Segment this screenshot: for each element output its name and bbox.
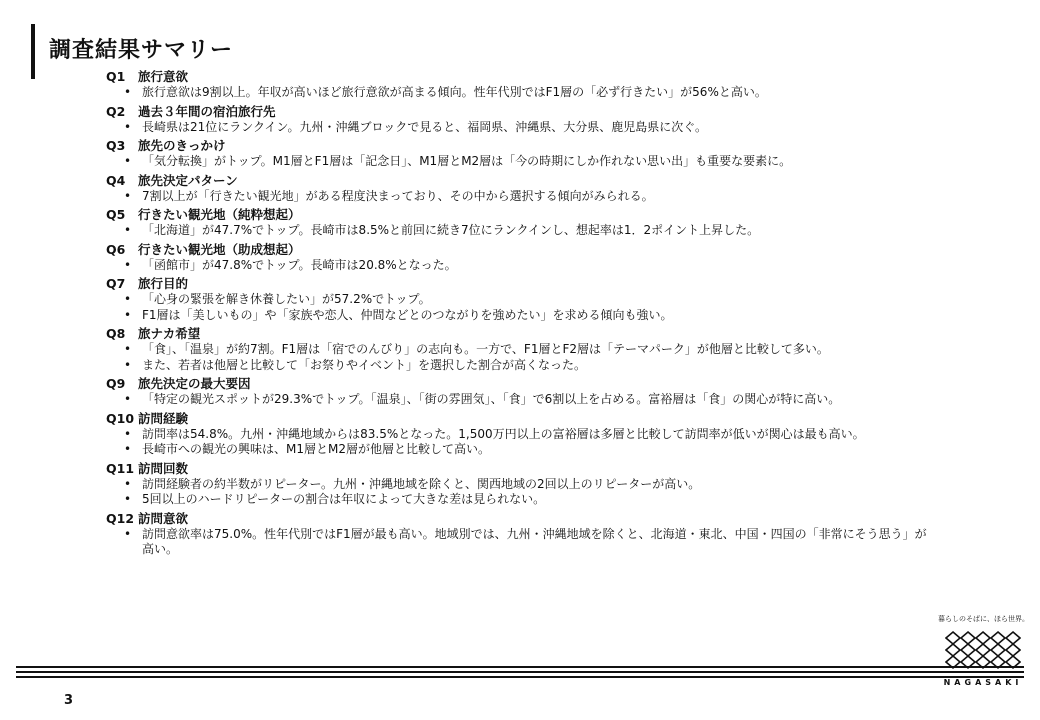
lattice-diamond [976,656,990,668]
lattice-diamond [946,632,960,644]
question-block [106,460,936,508]
question-number: Q6 [106,241,126,257]
answer-bullet: • 「函館市」が47.8%でトップ。長崎市は20.8%となった。 [106,258,936,274]
question-heading [106,325,936,342]
question-title: 訪問意欲 [138,510,189,526]
lattice-diamond [961,632,975,644]
answer-list [106,527,936,558]
question-title: 旅行意欲 [138,69,189,84]
question-block [106,172,936,205]
question-number: Q2 [106,103,126,119]
answer-bullet: • 「気分転換」がトップ。M1層とF1層は「記念日」、M1層とM2層は「今の時期にしか作れない思い出」も重要な要素に。 [106,154,936,170]
lattice-diamond [946,656,960,668]
answer-bullet: • 「心身の緊張を解き休養したい」が57.2%でトップ。 [106,292,936,308]
answer-list [106,427,936,458]
question-block [106,241,936,274]
question-block [106,325,936,373]
lattice-diamond [991,656,1005,668]
question-title: 訪問経験 [138,410,189,426]
lattice-diamond [961,644,975,656]
lattice-diamond [961,656,975,668]
question-number: Q12 [106,510,135,526]
answer-list [106,85,936,101]
question-heading [106,275,936,292]
answer-bullet: • 訪問率は54.8%。九州・沖縄地域からは83.5%となった。1,500万円以上の富裕層は多層と比較して訪問率が低いが関心は最も高い。 [106,427,936,443]
title-accent-bar [31,24,35,79]
answer-bullet: • 訪問意欲率は75.0%。性年代別ではF1層が最も高い。地域別では、九州・沖縄地域を除くと、北海道・東北、中国・四国の「非常にそう思う」が高い。 [106,527,936,558]
answer-list [106,258,936,274]
lattice-diamond [1006,632,1020,644]
question-title: 旅先のきっかけ [138,138,226,153]
answer-list [106,392,936,408]
answer-bullet: • 5回以上のハードリピーターの割合は年収によって大きな差は見られない。 [106,492,936,508]
question-number: Q4 [106,172,126,188]
question-block [106,68,936,101]
question-title: 旅先決定パターン [138,172,238,188]
question-number: Q1 [106,69,126,84]
question-number: Q5 [106,207,126,222]
lattice-diamond [991,632,1005,644]
answer-bullet: • 「北海道」が47.7%でトップ。長崎市は8.5%と前回に続き7位にランクインし、想起率は1．2ポイント上昇した。 [106,223,936,239]
footer-rule-top [16,666,1024,668]
question-heading [106,137,936,154]
question-block [106,410,936,458]
question-block [106,206,936,239]
question-heading [106,410,936,427]
answer-bullet: • 長崎市への観光の興味は、M1層とM2層が他層と比較して高い。 [106,442,936,458]
answer-bullet: • 長崎県は21位にランクイン。九州・沖縄ブロックで見ると、福岡県、沖縄県、大分県、鹿児島県に次ぐ。 [106,120,936,136]
question-heading [106,103,936,120]
lattice-diamond [1006,656,1020,668]
answer-bullet: • 旅行意欲は9割以上。年収が高いほど旅行意欲が高まる傾向。性年代別ではF1層の「必ず行きたい」が56%と高い。 [106,85,936,101]
question-title: 旅先決定の最大要因 [138,376,251,391]
answer-bullet: • 「食」、「温泉」が約7割。F1層は「宿でのんびり」の志向も。一方で、F1層とF2層は「テーマパーク」が他層と比較して多い。 [106,342,936,358]
question-number: Q7 [106,276,126,291]
question-block [106,375,936,408]
question-title: 訪問回数 [138,460,189,476]
question-title: 旅行目的 [138,276,189,291]
nagasaki-diamond-lattice-icon [945,630,1021,670]
footer-rule-middle [16,671,1024,673]
question-heading [106,460,936,477]
question-block [106,275,936,323]
question-heading [106,375,936,392]
answer-bullet: • 「特定の観光スポットが29.3%でトップ。「温泉」、「街の雰囲気」、「食」で6割以上を占める。富裕層は「食」の関心が特に高い。 [106,392,936,408]
question-heading [106,68,936,85]
logo-tagline: 暮らしのそばに、ほら世界。 [938,615,1029,623]
question-heading [106,510,936,527]
answer-list [106,154,936,170]
question-block [106,510,936,558]
page-number: 3 [64,693,74,708]
footer-rule-bottom [16,676,1024,678]
answer-bullet: • 訪問経験者の約半数がリピーター。九州・沖縄地域を除くと、関西地域の2回以上のリピーターが高い。 [106,477,936,493]
question-heading [106,241,936,258]
question-number: Q8 [106,326,126,341]
answer-bullet: • F1層は「美しいもの」や「家族や恋人、仲間などとのつながりを強めたい」を求める傾向も強い。 [106,308,936,324]
question-number: Q3 [106,138,126,153]
question-block [106,137,936,170]
logo-name: NAGASAKI [943,678,1023,687]
answer-list [106,223,936,239]
answer-list [106,189,936,205]
question-heading [106,206,936,223]
question-title: 過去３年間の宿泊旅行先 [138,103,276,119]
answer-list [106,342,936,373]
lattice-diamond [976,644,990,656]
nagasaki-logo [938,614,1028,687]
lattice-diamond [1006,644,1020,656]
question-title: 旅ナカ希望 [138,326,201,341]
question-number: Q11 [106,460,135,476]
page-title: 調査結果サマリー [49,38,234,63]
question-block [106,103,936,136]
question-title: 行きたい観光地（純粋想起） [138,207,301,222]
question-title: 行きたい観光地（助成想起） [138,241,301,257]
answer-bullet: • また、若者は他層と比較して「お祭りやイベント」を選択した割合が高くなった。 [106,358,936,374]
question-number: Q10 [106,410,135,426]
question-heading [106,172,936,189]
question-number: Q9 [106,376,126,391]
summary-list [106,68,936,560]
answer-list [106,120,936,136]
answer-list [106,477,936,508]
lattice-diamond [976,632,990,644]
answer-list [106,292,936,323]
answer-bullet: • 7割以上が「行きたい観光地」がある程度決まっており、その中から選択する傾向がみられる。 [106,189,936,205]
lattice-diamond [991,644,1005,656]
lattice-diamond [946,644,960,656]
